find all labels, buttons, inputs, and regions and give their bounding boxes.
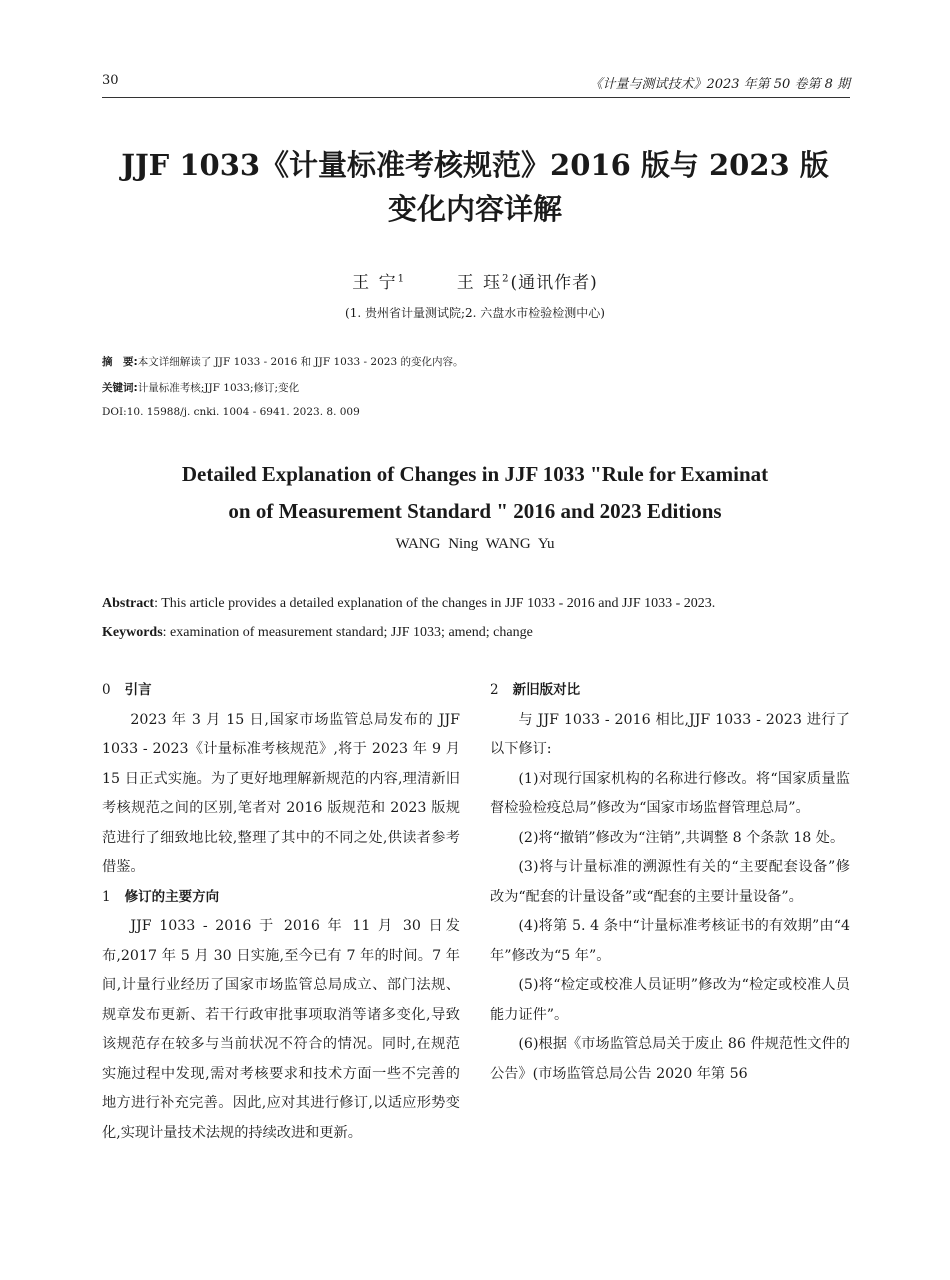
section-0-title: 引言: [124, 682, 152, 698]
keywords-cn: [102, 380, 299, 395]
page-number: 30: [102, 73, 119, 88]
revision-item-4: (4)将第 5. 4 条中“计量标准考核证书的有效期”由“4 年”修改为“5 年”。: [490, 918, 850, 964]
section-1-heading: [102, 883, 460, 913]
keywords-cn-label: 关键词:: [102, 382, 138, 394]
abstract-cn: [102, 354, 463, 369]
revision-item-2: (2)将“撤销”修改为“注销”,共调整 8 个条款 18 处。: [518, 829, 845, 846]
author-2: 王 珏: [456, 273, 503, 293]
section-1-number: 1: [102, 888, 111, 905]
header-rule: [102, 97, 850, 98]
abstract-en-text: : This article provides a detailed explanation of the changes in JJF 1033 - 2016 and JJF 1033 - 2023.: [154, 596, 716, 611]
affiliations: (1. 贵州省计量测试院;2. 六盘水市检验检测中心): [345, 306, 605, 320]
revision-item-5: (5)将“检定或校准人员证明”修改为“检定或校准人员能力证件”。: [490, 977, 850, 1023]
keywords-en-text: : examination of measurement standard; JJF 1033; amend; change: [162, 625, 533, 640]
left-column: [102, 676, 460, 1148]
section-0-number: 0: [102, 682, 111, 698]
abstract-en: [102, 596, 850, 612]
doi: DOI:10. 15988/j. cnki. 1004 - 6941. 2023. 8. 009: [102, 406, 360, 418]
keywords-cn-text: 计量标准考核;JJF 1033;修订;变化: [137, 382, 300, 394]
keywords-en: [102, 625, 850, 641]
authors: [0, 268, 950, 293]
corresponding-note: (通讯作者): [510, 273, 598, 293]
section-2-number: 2: [490, 682, 499, 698]
author-1: 王 宁: [352, 273, 398, 293]
title-cn-line1: JJF 1033《计量标准考核规范》2016 版与 2023 版: [121, 148, 829, 182]
revision-item-1: (1)对现行国家机构的名称进行修改。将“国家质量监督检验检疫总局”修改为“国家市场监督管理总局”。: [490, 770, 850, 816]
author-1-affil: 1: [397, 273, 406, 285]
section-1-title: 修订的主要方向: [124, 888, 220, 905]
right-column: [490, 676, 850, 1089]
section-2-heading: [490, 676, 850, 706]
keywords-en-label: Keywords: [102, 625, 163, 640]
title-en-line1: Detailed Explanation of Changes in JJF 1033 "Rule for Examinat: [181, 462, 769, 486]
author-2-affil: 2: [502, 273, 511, 285]
section-1-paragraph: JJF 1033 - 2016 于 2016 年 11 月 30 日发布,2017 年 5 月 30 日实施,至今已有 7 年的时间。7 年间,计量行业经历了国家市场监管总局成立、部门法规、规章发布更新、若干行政审批事项取消等诸多变化,导致该规范存在较多与当前状况不符合的情况。同时,在规范实施过程中发现,需对考核要求和技术方面一些不完善的地方进行补充完善。因此,应对其进行修订,以适应形势变化,实现计量技术法规的持续改进和更新。: [102, 918, 460, 1141]
journal-header: 《计量与测试技术》2023 年第 50 卷第 8 期: [589, 77, 850, 92]
section-2-title: 新旧版对比: [512, 682, 581, 698]
title-en-line2: on of Measurement Standard " 2016 and 2023 Editions: [228, 499, 722, 523]
abstract-cn-label: 摘 要:: [102, 356, 138, 368]
abstract-en-label: Abstract: [102, 596, 155, 611]
title-cn-line2: 变化内容详解: [387, 192, 562, 226]
section-0-paragraph: 2023 年 3 月 15 日,国家市场监管总局发布的 JJF 1033 - 2023《计量标准考核规范》,将于 2023 年 9 月 15 日正式实施。为了更好地理解新规范的内容,理清新旧考核规范之间的区别,笔者对 2016 版规范和 2023 版规范进行了细致地比较,整理了其中的不同之处,供读者参考借鉴。: [102, 711, 460, 875]
revision-intro: 与 JJF 1033 - 2016 相比,JJF 1033 - 2023 进行了以下修订:: [490, 711, 850, 757]
revision-item-6: (6)根据《市场监管总局关于废止 86 件规范性文件的公告》(市场监管总局公告 2020 年第 56: [490, 1036, 850, 1082]
abstract-cn-text: 本文详细解读了 JJF 1033 - 2016 和 JJF 1033 - 2023 的变化内容。: [137, 356, 464, 368]
authors-en: WANG Ning WANG Yu: [395, 536, 555, 552]
revision-item-3: (3)将与计量标准的溯源性有关的“主要配套设备”修改为“配套的计量设备”或“配套的主要计量设备”。: [490, 859, 850, 905]
section-0-heading: [102, 676, 460, 706]
